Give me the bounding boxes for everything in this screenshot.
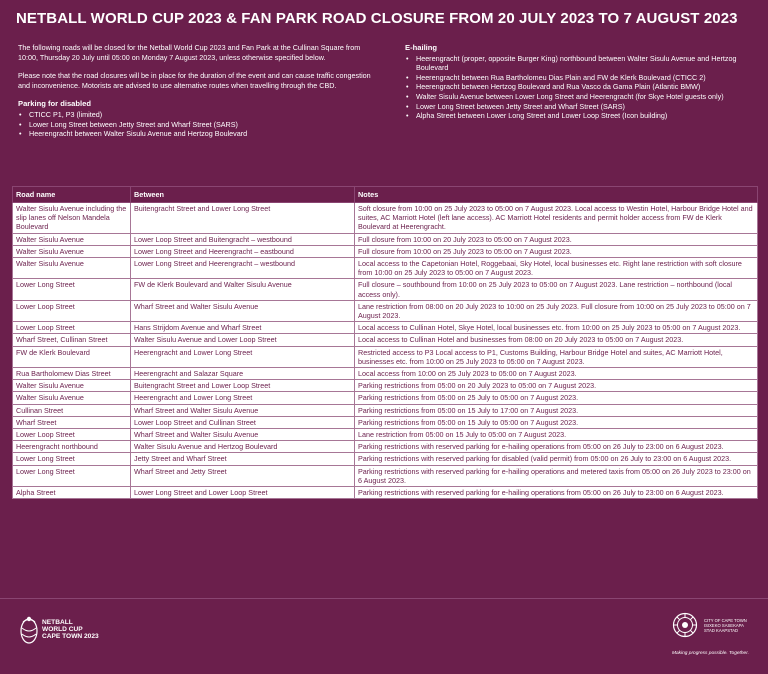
ehailing-heading: E-hailing (405, 43, 438, 52)
ehailing-column (405, 43, 755, 121)
cell-between: Buitengracht Street and Lower Long Street (131, 203, 355, 234)
cell-notes: Local access to the Capetonian Hotel, Roggebaai, Sky Hotel, local businesses etc. Right lane restriction with soft closure from 10:00 on 25 July 2023 to 05:00 on 7 August 2023. (355, 258, 758, 279)
cell-notes: Parking restrictions from 05:00 on 25 July to 05:00 on 7 August 2023. (355, 392, 758, 404)
cell-notes: Parking restrictions with reserved parking for e-hailing operations from 05:00 on 26 July to 23:00 on 6 August 2023. (355, 487, 758, 499)
netball-world-cup-logo (18, 612, 128, 650)
cell-road-name: Lower Loop Street (13, 322, 131, 334)
cell-notes: Local access to Cullinan Hotel and businesses from 08:00 on 20 July 2023 to 05:00 on 7 August 2023. (355, 334, 758, 346)
cell-road-name: Walter Sisulu Avenue (13, 233, 131, 245)
logo-line: WORLD CUP (42, 625, 83, 633)
table-row (13, 334, 758, 346)
cell-road-name: Wharf Street (13, 416, 131, 428)
city-of-cape-town-seal-icon (672, 612, 698, 638)
parking-disabled-heading: Parking for disabled (18, 99, 92, 109)
intro-column (18, 43, 373, 139)
road-closure-table (12, 186, 758, 499)
header-panel (0, 0, 768, 176)
cell-notes: Full closure – southbound from 10:00 on 25 July 2023 to 05:00 on 7 August 2023. Lane restriction – northbound (local access only). (355, 279, 758, 300)
cell-notes: Parking restrictions with reserved parking for e-hailing operations from 05:00 on 26 July to 23:00 on 6 August 2023. (355, 441, 758, 453)
cell-between: Buitengracht Street and Lower Loop Street (131, 380, 355, 392)
ehailing-list (405, 54, 755, 121)
logo-line: ISIXEKO SASEKAPA (704, 623, 744, 628)
intro-paragraph-2: Please note that the road closures will be in place for the duration of the event and can cause traffic congestion and inconvenience. Motorists are advised to use alternative routes when travelling through the CBD. (18, 71, 371, 90)
cell-road-name: Lower Loop Street (13, 429, 131, 441)
cell-notes: Parking restrictions with reserved parking for e-hailing operations and metered taxis from 05:00 on 26 July 2023 to 23:00 on 6 August 2023. (355, 465, 758, 486)
list-item: • Heerengracht between Walter Sisulu Avenue and Hertzog Boulevard (29, 129, 373, 139)
table-row (13, 487, 758, 499)
list-item: • Heerengracht between Rua Bartholomeu Dias Plain and FW de Klerk Boulevard (CTICC 2) (416, 73, 755, 83)
footer-divider (0, 598, 768, 599)
parking-disabled-list (18, 110, 373, 139)
cell-between: Heerengracht and Lower Long Street (131, 346, 355, 367)
cell-between: Wharf Street and Walter Sisulu Avenue (131, 429, 355, 441)
logo-line: CITY OF CAPE TOWN (704, 618, 747, 623)
cell-road-name: Walter Sisulu Avenue (13, 392, 131, 404)
cell-notes: Lane restriction from 05:00 on 15 July to 05:00 on 7 August 2023. (355, 429, 758, 441)
table-row (13, 322, 758, 334)
table-row (13, 368, 758, 380)
table-row (13, 380, 758, 392)
cell-between: Lower Loop Street and Cullinan Street (131, 416, 355, 428)
table-panel (0, 176, 768, 592)
table-row (13, 441, 758, 453)
table-row (13, 279, 758, 300)
cell-between: Hans Strijdom Avenue and Wharf Street (131, 322, 355, 334)
cell-road-name: Walter Sisulu Avenue (13, 258, 131, 279)
city-logo-text (704, 618, 747, 633)
cell-road-name: Cullinan Street (13, 404, 131, 416)
cell-notes: Restricted access to P3 Local access to P1, Customs Building, Harbour Bridge Hotel and suites, AC Marriott Hotel, businesses etc. from 10:00 on 25 July 2023 to 05:00 on 7 August 2023. (355, 346, 758, 367)
cell-road-name: Lower Long Street (13, 465, 131, 486)
table-row (13, 258, 758, 279)
list-item: • Heerengracht between Hertzog Boulevard and Rua Vasco da Gama Plain (Atlantic BMW) (416, 82, 755, 92)
table-header-row (13, 187, 758, 203)
list-item: • Alpha Street between Lower Long Street and Lower Loop Street (Icon building) (416, 111, 755, 121)
cell-road-name: Walter Sisulu Avenue (13, 380, 131, 392)
cell-notes: Parking restrictions from 05:00 on 15 July to 17:00 on 7 August 2023. (355, 404, 758, 416)
cell-between: Wharf Street and Walter Sisulu Avenue (131, 404, 355, 416)
cell-notes: Local access from 10:00 on 25 July 2023 to 05:00 on 7 August 2023. (355, 368, 758, 380)
cell-notes: Local access to Cullinan Hotel, Skye Hotel, local businesses etc. from 10:00 on 25 July 2023 to 05:00 on 7 August 2023. (355, 322, 758, 334)
cell-road-name: Walter Sisulu Avenue (13, 245, 131, 257)
table-row (13, 233, 758, 245)
netball-logo-text (42, 620, 99, 640)
cell-road-name: Walter Sisulu Avenue including the slip lanes off Nelson Mandela Boulevard (13, 203, 131, 234)
cell-between: Lower Long Street and Heerengracht – eastbound (131, 245, 355, 257)
list-item: • Lower Long Street between Jetty Street and Wharf Street (SARS) (29, 120, 373, 130)
cell-notes: Soft closure from 10:00 on 25 July 2023 to 05:00 on 7 August 2023. Local access to Westin Hotel, Harbour Bridge Hotel and suites, AC Marriott Hotel (left lane access). AC Marriott Hotel residents and permit holder access from FW de Klerk Boulevard at Heerengracht. (355, 203, 758, 234)
city-of-cape-town-logo (672, 612, 762, 652)
cell-between: Walter Sisulu Avenue and Lower Loop Street (131, 334, 355, 346)
cell-between: Lower Loop Street and Buitengracht – westbound (131, 233, 355, 245)
table-body (13, 203, 758, 499)
cell-notes: Full closure from 10:00 on 20 July 2023 to 05:00 on 7 August 2023. (355, 233, 758, 245)
logo-line: NETBALL (42, 619, 73, 626)
cell-road-name: Lower Long Street (13, 453, 131, 465)
cell-road-name: Lower Loop Street (13, 300, 131, 321)
table-row (13, 404, 758, 416)
cell-notes: Parking restrictions from 05:00 on 20 July 2023 to 05:00 on 7 August 2023. (355, 380, 758, 392)
logo-line: CAPE TOWN 2023 (42, 632, 99, 640)
cell-between: Lower Long Street and Heerengracht – westbound (131, 258, 355, 279)
table-row (13, 429, 758, 441)
table-row (13, 300, 758, 321)
intro-paragraph-1: The following roads will be closed for the Netball World Cup 2023 and Fan Park at the Cullinan Square from 10:00, Thursday 20 July until 05:00 on Monday 7 August 2023, unless otherwise specified below. (18, 43, 361, 62)
cell-between: Lower Long Street and Lower Loop Street (131, 487, 355, 499)
column-header-notes: Notes (355, 187, 758, 203)
cell-road-name: Lower Long Street (13, 279, 131, 300)
table-row (13, 245, 758, 257)
tagline: Making progress possible. Together. (672, 651, 749, 656)
list-item: • CTICC P1, P3 (limited) (29, 110, 373, 120)
cell-between: Walter Sisulu Avenue and Hertzog Boulevard (131, 441, 355, 453)
table-row (13, 453, 758, 465)
cell-road-name: Wharf Street, Cullinan Street (13, 334, 131, 346)
table-row (13, 465, 758, 486)
table-row (13, 346, 758, 367)
cell-road-name: FW de Klerk Boulevard (13, 346, 131, 367)
cell-road-name: Alpha Street (13, 487, 131, 499)
cell-between: Heerengracht and Lower Long Street (131, 392, 355, 404)
list-item: • Lower Long Street between Jetty Street and Wharf Street (SARS) (416, 102, 755, 112)
table-row (13, 392, 758, 404)
cell-between: Jetty Street and Wharf Street (131, 453, 355, 465)
cell-notes: Parking restrictions with reserved parking for disabled (valid permit) from 05:00 on 26 July to 23:00 on 6 August 2023. (355, 453, 758, 465)
cell-notes: Full closure from 10:00 on 25 July 2023 to 05:00 on 7 August 2023. (355, 245, 758, 257)
logo-line: STAD KAAPSTAD (704, 628, 739, 633)
cell-road-name: Heerengracht northbound (13, 441, 131, 453)
cell-between: Heerengracht and Salazar Square (131, 368, 355, 380)
netball-world-cup-logo-icon (18, 614, 40, 646)
cell-between: FW de Klerk Boulevard and Walter Sisulu Avenue (131, 279, 355, 300)
list-item: • Heerengracht (proper, opposite Burger King) northbound between Walter Sisulu Avenue and Hertzog Boulevard (416, 54, 755, 73)
table-row (13, 416, 758, 428)
page-title: NETBALL WORLD CUP 2023 & FAN PARK ROAD CLOSURE FROM 20 JULY 2023 TO 7 AUGUST 2023 (16, 10, 738, 27)
table-row (13, 203, 758, 234)
cell-between: Wharf Street and Walter Sisulu Avenue (131, 300, 355, 321)
column-header-between: Between (131, 187, 355, 203)
cell-road-name: Rua Bartholomew Dias Street (13, 368, 131, 380)
cell-between: Wharf Street and Jetty Street (131, 465, 355, 486)
cell-notes: Parking restrictions from 05:00 on 15 July to 05:00 on 7 August 2023. (355, 416, 758, 428)
list-item: • Walter Sisulu Avenue between Lower Long Street and Heerengracht (for Skye Hotel guests only) (416, 92, 755, 102)
column-header-road-name: Road name (13, 187, 131, 203)
cell-notes: Lane restriction from 08:00 on 20 July 2023 to 10:00 on 25 July 2023. Full closure from 10:00 on 25 July 2023 to 05:00 on 7 August 2023. (355, 300, 758, 321)
